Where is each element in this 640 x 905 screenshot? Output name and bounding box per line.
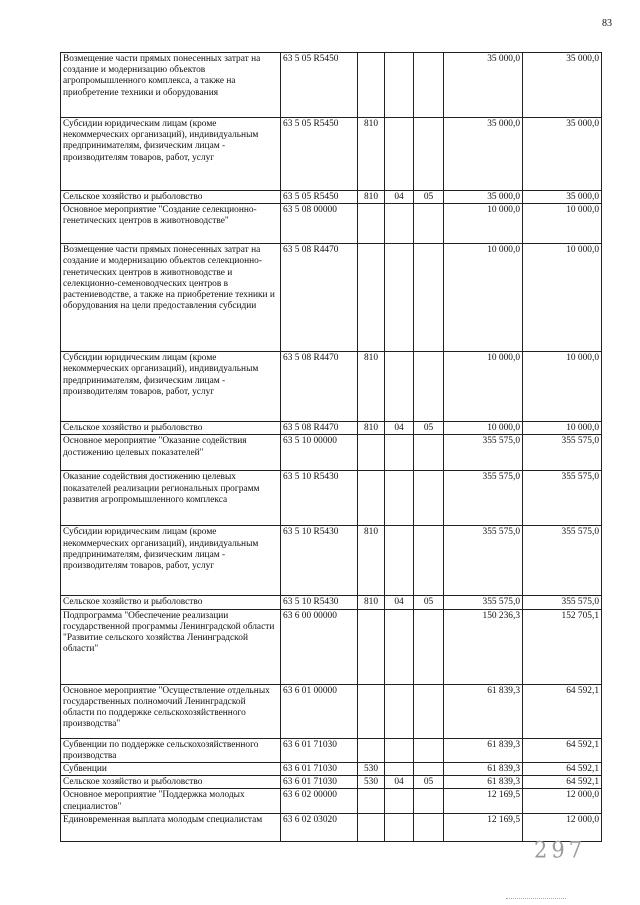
cell-rz	[385, 471, 414, 526]
table-row	[61, 435, 602, 471]
table-row	[61, 352, 602, 422]
cell-rz	[385, 763, 414, 776]
cell-pr	[414, 526, 444, 596]
cell-v2: 64 592,1	[523, 776, 602, 789]
cell-v2: 35 000,0	[523, 191, 602, 204]
cell-rz	[385, 435, 414, 471]
cell-name: Возмещение части прямых понесенных затрат на создание и модернизацию объектов селекционно-генетических центров в животноводстве и селекционно-семеноводческих центров в растениеводстве, а также на приобретение техники и оборудования на цели предоставления субсидии	[61, 244, 281, 352]
cell-vr: 530	[358, 776, 385, 789]
cell-v1: 355 575,0	[444, 435, 523, 471]
cell-rz: 04	[385, 191, 414, 204]
table-row	[61, 763, 602, 776]
cell-v1: 35 000,0	[444, 53, 523, 118]
cell-v2: 152 705,1	[523, 609, 602, 684]
cell-v1: 61 839,3	[444, 763, 523, 776]
cell-vr	[358, 244, 385, 352]
cell-name: Основное мероприятие "Оказание содействия достижению целевых показателей"	[61, 435, 281, 471]
cell-v1: 10 000,0	[444, 422, 523, 435]
cell-vr	[358, 789, 385, 813]
cell-rz	[385, 118, 414, 191]
table-row	[61, 789, 602, 813]
cell-name: Оказание содействия достижению целевых показателей реализации региональных программ развития агропромышленного комплекса	[61, 471, 281, 526]
cell-csr: 63 6 01 00000	[281, 684, 358, 738]
cell-v1: 355 575,0	[444, 526, 523, 596]
cell-rz: 04	[385, 422, 414, 435]
cell-pr	[414, 435, 444, 471]
cell-v2: 10 000,0	[523, 204, 602, 244]
cell-vr	[358, 609, 385, 684]
cell-v2: 35 000,0	[523, 53, 602, 118]
cell-pr: 05	[414, 776, 444, 789]
cell-rz	[385, 53, 414, 118]
cell-pr	[414, 813, 444, 841]
cell-pr	[414, 738, 444, 762]
cell-v2: 35 000,0	[523, 118, 602, 191]
cell-pr: 05	[414, 596, 444, 609]
cell-name: Сельское хозяйство и рыболовство	[61, 191, 281, 204]
cell-name: Основное мероприятие "Создание селекционно-генетических центров в животноводстве"	[61, 204, 281, 244]
cell-pr	[414, 118, 444, 191]
cell-csr: 63 5 08 R4470	[281, 244, 358, 352]
cell-csr: 63 5 05 R5450	[281, 118, 358, 191]
cell-v1: 150 236,3	[444, 609, 523, 684]
cell-csr: 63 6 02 03020	[281, 813, 358, 841]
cell-vr	[358, 813, 385, 841]
cell-csr: 63 5 08 00000	[281, 204, 358, 244]
cell-pr	[414, 244, 444, 352]
cell-csr: 63 5 10 00000	[281, 435, 358, 471]
cell-v1: 355 575,0	[444, 471, 523, 526]
cell-vr	[358, 471, 385, 526]
cell-pr	[414, 789, 444, 813]
cell-v1: 61 839,3	[444, 738, 523, 762]
cell-v2: 10 000,0	[523, 352, 602, 422]
cell-pr	[414, 763, 444, 776]
cell-csr: 63 6 01 71030	[281, 776, 358, 789]
cell-name: Возмещение части прямых понесенных затрат на создание и модернизацию объектов агропромышленного комплекса, а также на приобретение техники и оборудования	[61, 53, 281, 118]
cell-v1: 35 000,0	[444, 191, 523, 204]
cell-v1: 10 000,0	[444, 352, 523, 422]
cell-rz	[385, 244, 414, 352]
cell-vr: 810	[358, 191, 385, 204]
cell-v2: 10 000,0	[523, 244, 602, 352]
cell-v1: 35 000,0	[444, 118, 523, 191]
cell-pr	[414, 471, 444, 526]
cell-v2: 64 592,1	[523, 738, 602, 762]
cell-name: Основное мероприятие "Осуществление отдельных государственных полномочий Ленинградской области по поддержке сельскохозяйственного производства"	[61, 684, 281, 738]
table-row	[61, 813, 602, 841]
cell-vr	[358, 204, 385, 244]
table-row	[61, 609, 602, 684]
cell-csr: 63 5 08 R4470	[281, 352, 358, 422]
table-row	[61, 684, 602, 738]
cell-rz: 04	[385, 776, 414, 789]
cell-vr: 810	[358, 596, 385, 609]
cell-pr	[414, 53, 444, 118]
cell-rz	[385, 352, 414, 422]
cell-pr	[414, 204, 444, 244]
table-row	[61, 776, 602, 789]
cell-v1: 355 575,0	[444, 596, 523, 609]
cell-v1: 10 000,0	[444, 204, 523, 244]
cell-csr: 63 5 08 R4470	[281, 422, 358, 435]
table-row	[61, 191, 602, 204]
cell-name: Сельское хозяйство и рыболовство	[61, 596, 281, 609]
cell-vr	[358, 684, 385, 738]
cell-csr: 63 5 05 R5450	[281, 191, 358, 204]
cell-v1: 61 839,3	[444, 776, 523, 789]
cell-v2: 355 575,0	[523, 596, 602, 609]
cell-name: Основное мероприятие "Поддержка молодых специалистов"	[61, 789, 281, 813]
cell-v1: 12 169,5	[444, 789, 523, 813]
cell-v1: 61 839,3	[444, 684, 523, 738]
cell-csr: 63 5 10 R5430	[281, 526, 358, 596]
cell-rz	[385, 813, 414, 841]
cell-rz	[385, 204, 414, 244]
table-row	[61, 738, 602, 762]
cell-v2: 12 000,0	[523, 813, 602, 841]
table-row	[61, 244, 602, 352]
page-stamp: 297	[534, 837, 587, 863]
cell-v2: 12 000,0	[523, 789, 602, 813]
cell-rz	[385, 526, 414, 596]
cell-v2: 64 592,1	[523, 763, 602, 776]
budget-table	[60, 52, 602, 842]
cell-pr: 05	[414, 191, 444, 204]
table-row	[61, 422, 602, 435]
cell-v1: 10 000,0	[444, 244, 523, 352]
cell-csr: 63 5 05 R5450	[281, 53, 358, 118]
cell-rz: 04	[385, 596, 414, 609]
table-row	[61, 471, 602, 526]
table-row	[61, 118, 602, 191]
cell-csr: 63 5 10 R5430	[281, 471, 358, 526]
cell-rz	[385, 609, 414, 684]
cell-vr: 810	[358, 526, 385, 596]
cell-rz	[385, 684, 414, 738]
cell-v2: 355 575,0	[523, 435, 602, 471]
cell-vr: 810	[358, 118, 385, 191]
cell-csr: 63 6 02 00000	[281, 789, 358, 813]
cell-v2: 64 592,1	[523, 684, 602, 738]
cell-vr	[358, 53, 385, 118]
bottom-mark	[506, 898, 566, 901]
table-row	[61, 53, 602, 118]
cell-name: Субсидии юридическим лицам (кроме некоммерческих организаций), индивидуальным предпринимателям, физическим лицам - производителям товаров, работ, услуг	[61, 118, 281, 191]
cell-vr	[358, 738, 385, 762]
cell-pr	[414, 609, 444, 684]
budget-table-body	[61, 53, 602, 842]
cell-name: Субсидии юридическим лицам (кроме некоммерческих организаций), индивидуальным предпринимателям, физическим лицам - производителям товаров, работ, услуг	[61, 526, 281, 596]
cell-name: Субвенции	[61, 763, 281, 776]
cell-name: Субсидии юридическим лицам (кроме некоммерческих организаций), индивидуальным предпринимателям, физическим лицам - производителям товаров, работ, услуг	[61, 352, 281, 422]
cell-v2: 355 575,0	[523, 471, 602, 526]
cell-csr: 63 6 01 71030	[281, 738, 358, 762]
cell-name: Сельское хозяйство и рыболовство	[61, 422, 281, 435]
cell-name: Субвенции по поддержке сельскохозяйственного производства	[61, 738, 281, 762]
cell-rz	[385, 789, 414, 813]
cell-csr: 63 6 00 00000	[281, 609, 358, 684]
cell-name: Единовременная выплата молодым специалистам	[61, 813, 281, 841]
cell-v1: 12 169,5	[444, 813, 523, 841]
cell-name: Подпрограмма "Обеспечение реализации государственной программы Ленинградской области "Развитие сельского хозяйства Ленинградской области"	[61, 609, 281, 684]
table-row	[61, 596, 602, 609]
cell-v2: 10 000,0	[523, 422, 602, 435]
cell-vr: 810	[358, 352, 385, 422]
cell-vr: 530	[358, 763, 385, 776]
cell-csr: 63 6 01 71030	[281, 763, 358, 776]
cell-vr	[358, 435, 385, 471]
page-number: 83	[602, 18, 612, 29]
cell-pr: 05	[414, 422, 444, 435]
cell-vr: 810	[358, 422, 385, 435]
cell-v2: 355 575,0	[523, 526, 602, 596]
cell-pr	[414, 352, 444, 422]
cell-rz	[385, 738, 414, 762]
table-row	[61, 526, 602, 596]
cell-csr: 63 5 10 R5430	[281, 596, 358, 609]
cell-name: Сельское хозяйство и рыболовство	[61, 776, 281, 789]
table-row	[61, 204, 602, 244]
cell-pr	[414, 684, 444, 738]
